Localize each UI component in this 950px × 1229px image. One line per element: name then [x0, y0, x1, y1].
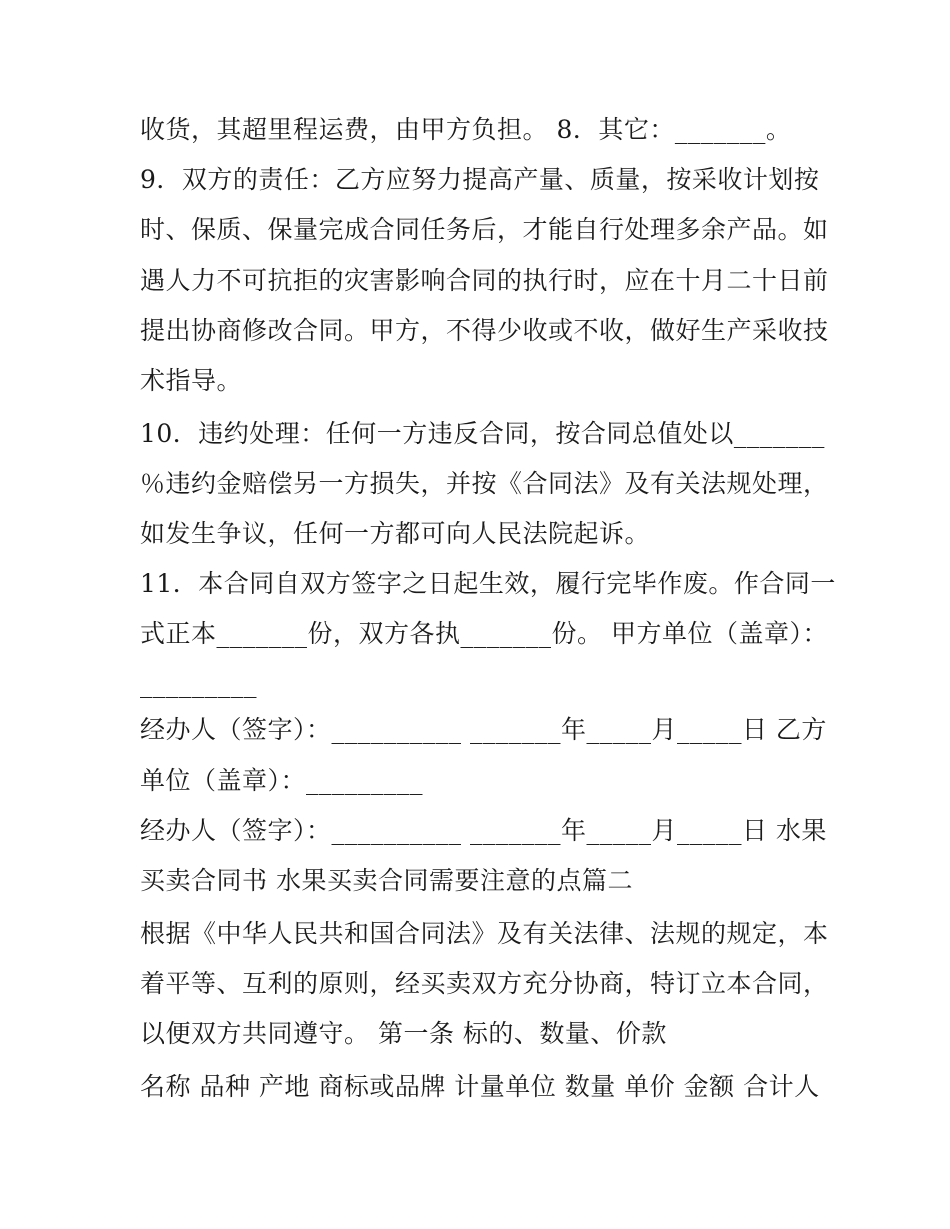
text-line: 遇人力不可抗拒的灾害影响合同的执行时，应在十月二十日前	[140, 266, 829, 295]
text-line: 收货，其超里程运费，由甲方负担。 8．其它：_______。	[140, 115, 792, 144]
text-line: 着平等、互利的原则，经买卖双方充分协商，特订立本合同，	[140, 969, 829, 998]
text-line: 式正本_______份，双方各执_______份。 甲方单位（盖章）：	[140, 619, 828, 648]
text-line: 单位（盖章）：_________	[140, 766, 424, 795]
text-line: _________	[140, 669, 257, 698]
text-line: 10．违约处理：任何一方违反合同，按合同总值处以_______	[140, 419, 825, 448]
text-line: 以便双方共同遵守。 第一条 标的、数量、价款	[140, 1019, 667, 1048]
text-line: 11．本合同自双方签字之日起生效，履行完毕作废。作合同一	[140, 569, 836, 598]
text-line: 术指导。	[140, 366, 243, 395]
text-line: 提出协商修改合同。甲方，不得少收或不收，做好生产采收技	[140, 316, 829, 345]
text-line: 9．双方的责任：乙方应努力提高产量、质量，按采收计划按	[140, 165, 820, 194]
text-line: ％违约金赔偿另一方损失，并按《合同法》及有关法规处理，	[140, 469, 829, 498]
text-line: 名称 品种 产地 商标或品牌 计量单位 数量 单价 金额 合计人	[140, 1072, 820, 1101]
text-line: 根据《中华人民共和国合同法》及有关法律、法规的规定，本	[140, 919, 829, 948]
text-line: 买卖合同书 水果买卖合同需要注意的点篇二	[140, 866, 633, 895]
text-line: 如发生争议，任何一方都可向人民法院起诉。	[140, 519, 651, 548]
text-line: 经办人（签字）：__________ _______年_____月_____日 水果	[140, 816, 827, 845]
text-line: 经办人（签字）：__________ _______年_____月_____日 乙方	[140, 715, 827, 744]
text-line: 时、保质、保量完成合同任务后，才能自行处理多余产品。如	[140, 215, 829, 244]
